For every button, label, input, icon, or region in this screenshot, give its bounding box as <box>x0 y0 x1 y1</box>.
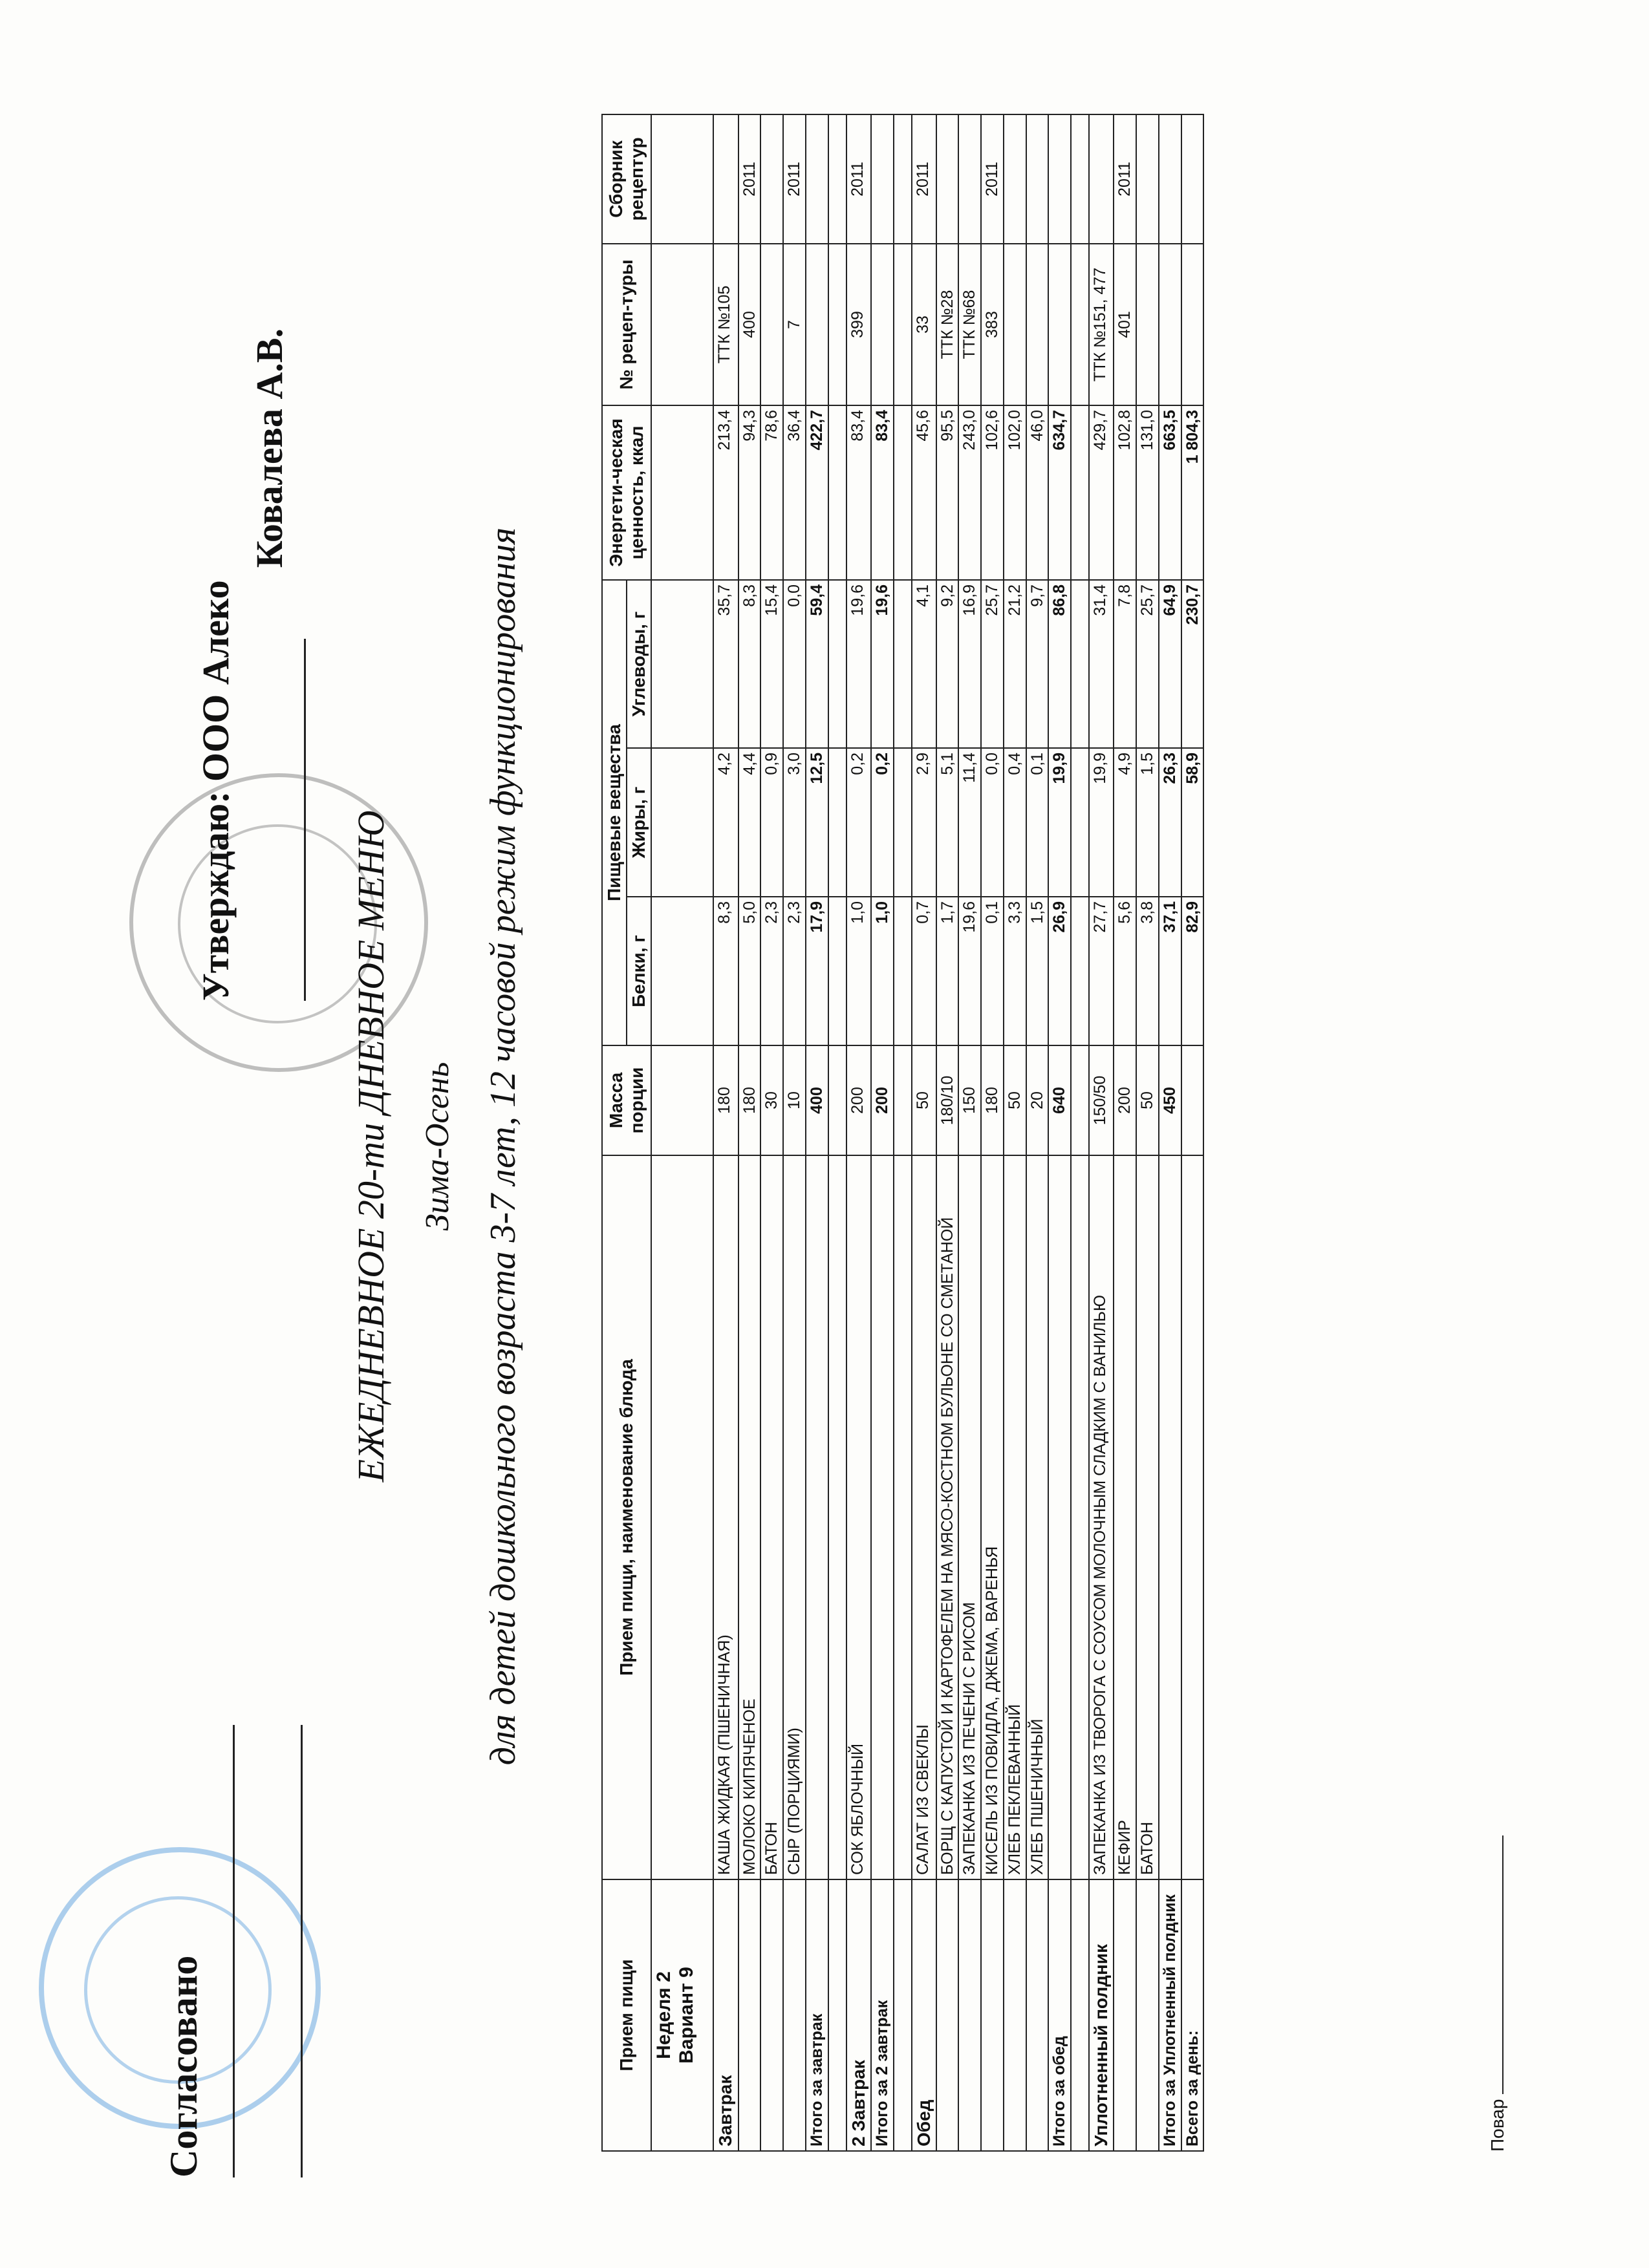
energy-cell: 94,3 <box>738 405 761 580</box>
carbs-cell: 35,7 <box>713 580 738 748</box>
col-meal: Прием пищи <box>602 1879 651 2151</box>
total-protein: 1,0 <box>871 897 894 1045</box>
total-fat: 26,3 <box>1159 748 1181 897</box>
carbs-cell: 0,0 <box>783 580 806 748</box>
mass-cell: 50 <box>1004 1045 1026 1155</box>
total-row <box>1159 114 1181 2151</box>
week-label <box>651 1879 713 2151</box>
recipe-cell: 33 <box>912 244 936 405</box>
day-total-carbs: 230,7 <box>1181 580 1204 748</box>
collection-cell <box>1089 114 1114 244</box>
mass-cell: 50 <box>912 1045 936 1155</box>
dish-cell: САЛАТ ИЗ СВЕКЛЫ <box>912 1155 936 1879</box>
cook-signature <box>1487 1835 1508 2152</box>
energy-cell: 95,5 <box>936 405 959 580</box>
protein-cell: 0,1 <box>981 897 1004 1045</box>
table-row <box>760 114 783 2151</box>
fat-cell: 1,5 <box>1136 748 1159 897</box>
total-row <box>1048 114 1071 2151</box>
energy-cell: 102,6 <box>981 405 1004 580</box>
energy-cell: 102,0 <box>1004 405 1026 580</box>
total-carbs: 64,9 <box>1159 580 1181 748</box>
carbs-cell: 9,7 <box>1026 580 1049 748</box>
fat-cell: 4,2 <box>713 748 738 897</box>
total-fat: 19,9 <box>1048 748 1071 897</box>
col-collection: Сборник рецептур <box>602 114 651 244</box>
total-energy: 663,5 <box>1159 405 1181 580</box>
approve-line-2: Ковалева А.В. <box>248 328 290 568</box>
energy-cell: 46,0 <box>1026 405 1049 580</box>
dish-cell: БАТОН <box>760 1155 783 1879</box>
day-total-fat: 58,9 <box>1181 748 1204 897</box>
energy-cell: 131,0 <box>1136 405 1159 580</box>
carbs-cell: 7,8 <box>1114 580 1136 748</box>
approve-signature-line <box>304 639 306 1001</box>
energy-cell: 243,0 <box>958 405 981 580</box>
dish-cell: КИСЕЛЬ ИЗ ПОВИДЛА, ДЖЕМА, ВАРЕНЬЯ <box>981 1155 1004 1879</box>
cook-label: Повар <box>1487 2099 1507 2152</box>
fat-cell: 0,1 <box>1026 748 1049 897</box>
recipe-cell <box>1026 244 1049 405</box>
table-row <box>783 114 806 2151</box>
fat-cell: 2,9 <box>912 748 936 897</box>
week-row <box>651 114 713 2151</box>
dish-cell: КЕФИР <box>1114 1155 1136 1879</box>
total-protein: 17,9 <box>806 897 828 1045</box>
table-row <box>1004 114 1026 2151</box>
total-mass: 200 <box>871 1045 894 1155</box>
table-row <box>713 114 738 2151</box>
collection-cell: 2011 <box>846 114 871 244</box>
mass-cell: 200 <box>1114 1045 1136 1155</box>
collection-cell <box>1004 114 1026 244</box>
protein-cell: 19,6 <box>958 897 981 1045</box>
protein-cell: 2,3 <box>760 897 783 1045</box>
dish-cell: ЗАПЕКАНКА ИЗ ТВОРОГА С СОУСОМ МОЛОЧНЫМ СЛАДКИМ С ВАНИЛЬЮ <box>1089 1155 1114 1879</box>
fat-cell: 4,4 <box>738 748 761 897</box>
protein-cell: 1,0 <box>846 897 871 1045</box>
col-mass: Масса порции <box>602 1045 651 1155</box>
mass-cell: 180 <box>981 1045 1004 1155</box>
recipe-cell: ТТК №151, 477 <box>1089 244 1114 405</box>
day-total-row <box>1181 114 1204 2151</box>
total-mass: 450 <box>1159 1045 1181 1155</box>
col-carbs: Углеводы, г <box>627 580 651 748</box>
total-label: Итого за 2 завтрак <box>871 1879 894 2151</box>
protein-cell: 1,7 <box>936 897 959 1045</box>
carbs-cell: 4,1 <box>912 580 936 748</box>
mass-cell: 180/10 <box>936 1045 959 1155</box>
collection-cell <box>760 114 783 244</box>
dish-cell: СОК ЯБЛОЧНЫЙ <box>846 1155 871 1879</box>
menu-table <box>601 114 1204 2152</box>
mass-cell: 30 <box>760 1045 783 1155</box>
total-label: Итого за обед <box>1048 1879 1071 2151</box>
meal-cell: Обед <box>912 1879 936 2151</box>
meal-cell <box>760 1879 783 2151</box>
total-energy: 422,7 <box>806 405 828 580</box>
meal-cell <box>981 1879 1004 2151</box>
dish-cell: БАТОН <box>1136 1155 1159 1879</box>
season-title: Зима-Осень <box>419 1062 456 1231</box>
total-row <box>806 114 828 2151</box>
collection-cell <box>713 114 738 244</box>
table-row <box>846 114 871 2151</box>
total-fat: 0,2 <box>871 748 894 897</box>
total-carbs: 59,4 <box>806 580 828 748</box>
meal-cell <box>958 1879 981 2151</box>
fat-cell: 11,4 <box>958 748 981 897</box>
recipe-cell <box>1004 244 1026 405</box>
recipe-cell <box>760 244 783 405</box>
col-recipe: № рецеп-туры <box>602 244 651 405</box>
variant-number: Вариант 9 <box>675 1967 697 2064</box>
collection-cell: 2011 <box>1114 114 1136 244</box>
table-row <box>1136 114 1159 2151</box>
col-fat: Жиры, г <box>627 748 651 897</box>
table-row <box>981 114 1004 2151</box>
fat-cell: 5,1 <box>936 748 959 897</box>
collection-cell <box>1026 114 1049 244</box>
fat-cell: 0,9 <box>760 748 783 897</box>
header-row-1 <box>602 114 627 2151</box>
approve-block <box>194 290 291 1001</box>
total-fat: 12,5 <box>806 748 828 897</box>
spacer-row <box>894 114 912 2151</box>
recipe-cell: 401 <box>1114 244 1136 405</box>
col-dish: Прием пищи, наименование блюда <box>602 1155 651 1879</box>
energy-cell: 83,4 <box>846 405 871 580</box>
day-total-label: Всего за день: <box>1181 1879 1204 2151</box>
protein-cell: 5,6 <box>1114 897 1136 1045</box>
energy-cell: 45,6 <box>912 405 936 580</box>
total-row <box>871 114 894 2151</box>
recipe-cell: ТТК №28 <box>936 244 959 405</box>
recipe-cell: 400 <box>738 244 761 405</box>
day-total-mass <box>1181 1045 1204 1155</box>
agree-signature-line-2 <box>301 1725 303 2177</box>
table-row <box>1089 114 1114 2151</box>
dish-cell: ЗАПЕКАНКА ИЗ ПЕЧЕНИ С РИСОМ <box>958 1155 981 1879</box>
table-row <box>936 114 959 2151</box>
meal-cell <box>1114 1879 1136 2151</box>
protein-cell: 27,7 <box>1089 897 1114 1045</box>
title-block <box>349 516 524 1777</box>
col-energy: Энергети-ческая ценность, ккал <box>602 405 651 580</box>
total-label: Итого за Уплотненный полдник <box>1159 1879 1181 2151</box>
meal-cell <box>783 1879 806 2151</box>
meal-cell: 2 Завтрак <box>846 1879 871 2151</box>
recipe-cell: 383 <box>981 244 1004 405</box>
table-row <box>738 114 761 2151</box>
agree-label: Согласовано <box>162 1955 205 2177</box>
fat-cell: 0,2 <box>846 748 871 897</box>
carbs-cell: 25,7 <box>981 580 1004 748</box>
total-energy: 634,7 <box>1048 405 1071 580</box>
mass-cell: 180 <box>713 1045 738 1155</box>
day-total-energy: 1 804,3 <box>1181 405 1204 580</box>
recipe-cell: 399 <box>846 244 871 405</box>
mass-cell: 150/50 <box>1089 1045 1114 1155</box>
carbs-cell: 8,3 <box>738 580 761 748</box>
carbs-cell: 9,2 <box>936 580 959 748</box>
col-nutrients: Пищевые вещества <box>602 580 627 1045</box>
collection-cell: 2011 <box>783 114 806 244</box>
total-label: Итого за завтрак <box>806 1879 828 2151</box>
dish-cell: КАША ЖИДКАЯ (ПШЕНИЧНАЯ) <box>713 1155 738 1879</box>
day-total-protein: 82,9 <box>1181 897 1204 1045</box>
protein-cell: 5,0 <box>738 897 761 1045</box>
energy-cell: 102,8 <box>1114 405 1136 580</box>
energy-cell: 36,4 <box>783 405 806 580</box>
protein-cell: 8,3 <box>713 897 738 1045</box>
table-row <box>912 114 936 2151</box>
agree-signature-line <box>233 1725 235 2177</box>
recipe-cell: ТТК №68 <box>958 244 981 405</box>
fat-cell: 0,0 <box>981 748 1004 897</box>
total-carbs: 86,8 <box>1048 580 1071 748</box>
carbs-cell: 31,4 <box>1089 580 1114 748</box>
protein-cell: 3,8 <box>1136 897 1159 1045</box>
dish-cell: ХЛЕБ ПЕКЛЕВАННЫЙ <box>1004 1155 1026 1879</box>
protein-cell: 2,3 <box>783 897 806 1045</box>
col-protein: Белки, г <box>627 897 651 1045</box>
table-row <box>958 114 981 2151</box>
carbs-cell: 25,7 <box>1136 580 1159 748</box>
table-row <box>1114 114 1136 2151</box>
carbs-cell: 21,2 <box>1004 580 1026 748</box>
fat-cell: 19,9 <box>1089 748 1114 897</box>
recipe-cell: 7 <box>783 244 806 405</box>
meal-cell <box>1136 1879 1159 2151</box>
collection-cell <box>958 114 981 244</box>
dish-cell: СЫР (ПОРЦИЯМИ) <box>783 1155 806 1879</box>
week-number: Неделя 2 <box>653 1971 675 2059</box>
meal-cell: Уплотненный полдник <box>1089 1879 1114 2151</box>
total-mass: 640 <box>1048 1045 1071 1155</box>
collection-cell: 2011 <box>738 114 761 244</box>
mass-cell: 180 <box>738 1045 761 1155</box>
audience-subtitle: для детей дошкольного возраста 3-7 лет, 12 часовой режим функционирования <box>483 527 523 1766</box>
collection-cell <box>1136 114 1159 244</box>
fat-cell: 4,9 <box>1114 748 1136 897</box>
agree-block <box>162 1956 206 2177</box>
mass-cell: 50 <box>1136 1045 1159 1155</box>
meal-cell <box>936 1879 959 2151</box>
energy-cell: 213,4 <box>713 405 738 580</box>
total-mass: 400 <box>806 1045 828 1155</box>
total-protein: 37,1 <box>1159 897 1181 1045</box>
fat-cell: 3,0 <box>783 748 806 897</box>
protein-cell: 1,5 <box>1026 897 1049 1045</box>
recipe-cell: ТТК №105 <box>713 244 738 405</box>
fat-cell: 0,4 <box>1004 748 1026 897</box>
carbs-cell: 16,9 <box>958 580 981 748</box>
menu-title: ЕЖЕДНЕВНОЕ 20-ти ДНЕВНОЕ МЕНЮ <box>350 810 392 1482</box>
mass-cell: 20 <box>1026 1045 1049 1155</box>
dish-cell: МОЛОКО КИПЯЧЕНОЕ <box>738 1155 761 1879</box>
carbs-cell: 15,4 <box>760 580 783 748</box>
cook-signature-line <box>1502 1835 1503 2094</box>
carbs-cell: 19,6 <box>846 580 871 748</box>
recipe-cell <box>1136 244 1159 405</box>
energy-cell: 429,7 <box>1089 405 1114 580</box>
collection-cell <box>936 114 959 244</box>
total-carbs: 19,6 <box>871 580 894 748</box>
mass-cell: 150 <box>958 1045 981 1155</box>
meal-cell <box>1026 1879 1049 2151</box>
dish-cell: ХЛЕБ ПШЕНИЧНЫЙ <box>1026 1155 1049 1879</box>
energy-cell: 78,6 <box>760 405 783 580</box>
meal-cell <box>1004 1879 1026 2151</box>
collection-cell: 2011 <box>912 114 936 244</box>
meal-cell: Завтрак <box>713 1879 738 2151</box>
total-protein: 26,9 <box>1048 897 1071 1045</box>
mass-cell: 200 <box>846 1045 871 1155</box>
table-row <box>1026 114 1049 2151</box>
collection-cell: 2011 <box>981 114 1004 244</box>
mass-cell: 10 <box>783 1045 806 1155</box>
protein-cell: 0,7 <box>912 897 936 1045</box>
spacer-row <box>828 114 846 2151</box>
total-energy: 83,4 <box>871 405 894 580</box>
protein-cell: 3,3 <box>1004 897 1026 1045</box>
dish-cell: БОРЩ С КАПУСТОЙ И КАРТОФЕЛЕМ НА МЯСО-КОСТНОМ БУЛЬОНЕ СО СМЕТАНОЙ <box>936 1155 959 1879</box>
meal-cell <box>738 1879 761 2151</box>
approve-line-1: Утверждаю: ООО Алеко <box>195 580 237 1001</box>
spacer-row <box>1071 114 1089 2151</box>
